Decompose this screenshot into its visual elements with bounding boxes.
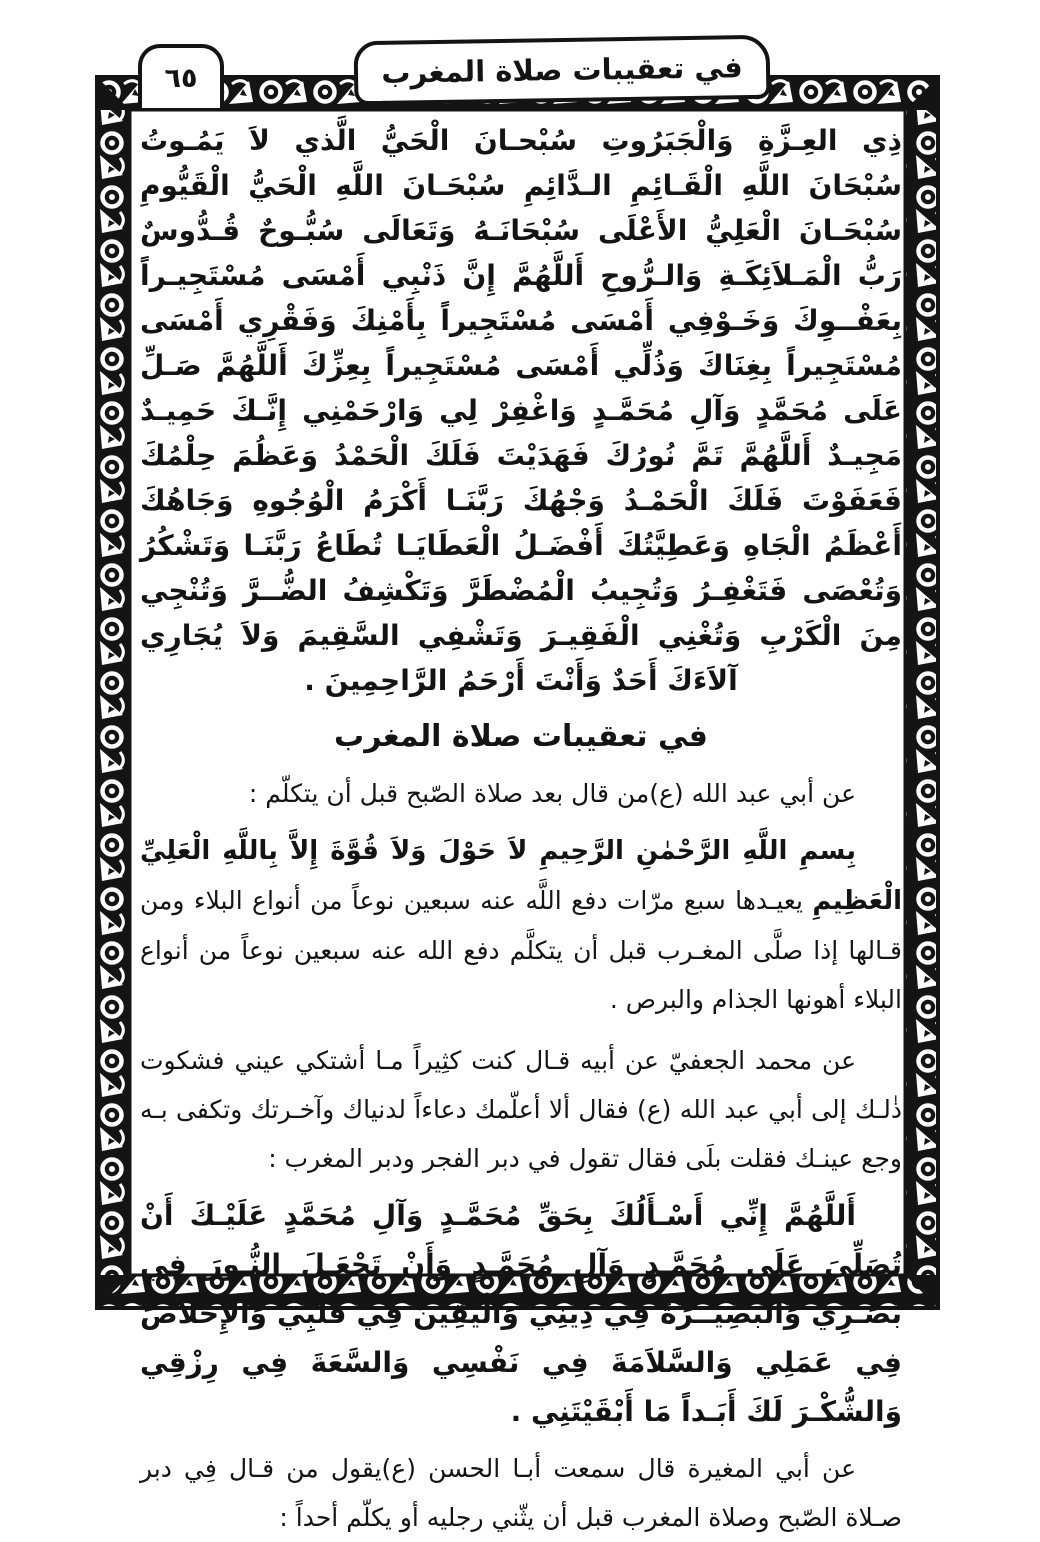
border-left-strip xyxy=(95,110,130,1275)
narration-mughira: عن أبي المغيرة قال سمعت أبـا الحسن (ع)يقول من قـال فِي دبر صـلاة الصّبح وصلاة المغرب قبل أن يثّني رجليه أو يكلّم أحداً : xyxy=(140,1454,902,1532)
dhikr-paragraph xyxy=(140,826,902,1024)
section-heading: في تعقيبات صلاة المغرب xyxy=(334,719,708,754)
page-content xyxy=(140,118,902,1542)
dhikr-plain-text: يعيـدها سبع مرّات دفع اللَّه عنه سبعين نوعاً من أنواع البلاء ومن قـالها إذا صلَّى المغـرب قبل أن يتكلَّم دفع الله عنه سبعين نوعاً من أنواع البلاء أهونها الجذام والبرص . xyxy=(140,886,902,1014)
border-right-strip xyxy=(905,110,940,1275)
page-number-tab xyxy=(138,44,224,108)
opening-prayer-text: ذِي العِـزَّةِ وَالْجَبَرُوتِ سُبْحـانَ الْحَيُّ الَّذي لاَ يَمُـوتُ سُبْحَانَ اللَّهِ الْقَـائِمِ الـدَّائِمِ سُبْحَـانَ اللَّهِ الْحَيُّ الْقَيُّومِ سُبْحَـانَ الْعَلِيُّ الأَعْلَى سُبْحَانَـهُ وَتَعَالَى سُبُّـوحٌ قُـدُّوسٌ رَبُّ الْمَـلاَئِكَـةِ وَالـرُّوحِ أَللَّهُمَّ إِنَّ ذَنْبِي أَمْسَى مُسْتَجِيـراً بِعَفْــوِكَ وَخَـوْفِي أَمْسَى مُسْتَجِيراً بِأَمْنِكَ وَفَقْرِي أَمْسَى مُسْتَجِيراً بِغِنَاكَ وَذُلِّي أَمْسَى مُسْتَجِيراً بِعِزِّكَ أَللَّهُمَّ صَـلِّ عَلَى مُحَمَّدٍ وَآلِ مُحَمَّـدٍ وَاغْفِرْ لِي وَارْحَمْنِي إِنَّـكَ حَمِيـدٌ مَجِيـدٌ أَللَّهُمَّ تَمَّ نُورُكَ فَهَدَيْتَ فَلَكَ الْحَمْدُ وَعَظُمَ حِلْمُكَ فَعَفَوْتَ فَلَكَ الْحَمْـدُ وَجْهُكَ رَبَّنَـا أَكْرَمُ الْوُجُوهِ وَجَاهُكَ أَعْظَمُ الْجَاهِ وَعَطِيَّتُكَ أَفْضَـلُ الْعَطَايَـا تُطَاعُ رَبَّنَـا وَتَشْكُرُ وَتُعْصَى فَتَغْفِـرُ وَتُجِيبُ الْمُضْطَرَّ وَتَكْشِفُ الضُّــرَّ وَتُنْجِي مِنَ الْكَرْبِ وَتُغْنِي الْفَقِيـرَ وَتَشْفِي السَّقِيمَ وَلاَ يُجَارِي آلاَءَكَ أَحَدٌ وَأَنْتَ أَرْحَمُ الرَّاحِمِينَ . xyxy=(140,124,902,697)
page-number: ٦٥ xyxy=(164,62,198,94)
narration-jufi: عن محمد الجعفيّ عن أبيه قـال كنت كثِيراً مـا أشتكي عيني فشكوت ذٰلـك إلى أبي عبد الله (ع) فقال ألا أعلّمك دعاءاً لدنياك وآخـرتك وتكفى بـه وجع عينـك فقلت بلَى فقال تقول في دبر الفجر ودبر المغرب : xyxy=(140,1046,902,1173)
dhikr-bold-text: بِسمِ اللَّهِ الرَّحْمٰنِ الرَّحِيمِ لاَ حَوْلَ وَلاَ قُوَّةَ إِلاَّ بِاللَّهِ الْعَلِيِّ الْعَظِيمِ xyxy=(140,836,902,916)
header-title-tab xyxy=(354,35,771,106)
header-title: في تعقيبات صلاة المغرب xyxy=(381,50,743,90)
narration-imam-sadiq: عن أبي عبد الله (ع)من قال بعد صلاة الصّبح قبل أن يتكلّم : xyxy=(248,779,856,808)
dua-request-text: أَللَّهُمَّ إِنِّي أَسْـأَلُكَ بِحَقِّ مُحَمَّـدٍ وَآلِ مُحَمَّدٍ عَلَيْـكَ أَنْ تُصَلِّيَ عَلَى مُحَمَّـدٍ وَآلِ مُحَمَّـدٍ وَأَنْ تَجْعَـلَ النُّـورَ فِي بَصَـرِي وَالْبَصِيــرَةَ فِي دِينِي وَالْيَقِينَ فِي قَلْبِي وَالإِخْلاَصَ فِي عَمَلِي وَالسَّلاَمَةَ فِي نَفْسِي وَالسَّعَةَ فِي رِزْقِي وَالشُّكْـرَ لَكَ أَبَـداً مَا أَبْقَيْتَنِي . xyxy=(140,1199,902,1428)
